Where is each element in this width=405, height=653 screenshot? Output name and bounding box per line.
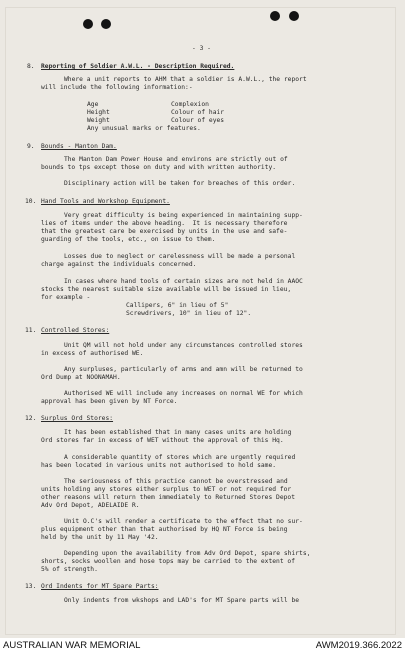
paragraph-line: charge against the individuals concerned.: [41, 261, 197, 268]
section-number: 10.: [25, 198, 37, 205]
paragraph-line: Authorised WE will include any increases on normal WE for which: [64, 390, 303, 397]
paragraph-line: stocks the nearest suitable size available will be issued in lieu,: [41, 286, 292, 293]
section-number: 11.: [25, 327, 37, 334]
list-item: Colour of eyes: [171, 117, 225, 124]
section-heading: Bounds - Manton Dam.: [41, 143, 117, 150]
list-item: Weight: [87, 117, 110, 124]
list-item: Height: [87, 109, 110, 116]
paragraph-line: Adv Ord Depot, ADELAIDE R.: [41, 502, 140, 509]
paragraph-line: Unit QM will not hold under any circumstances controlled stores: [64, 342, 303, 349]
paragraph-line: will include the following information:-: [41, 84, 193, 91]
list-item: Complexion: [171, 101, 209, 108]
paragraph-line: Depending upon the availability from Adv Ord Depot, spare shirts,: [64, 550, 311, 557]
paragraph-line: lies of items under the above heading. It is necessary therefore: [41, 220, 288, 227]
paragraph-line: that the greatest care be exercised by units in the use and safe-: [41, 228, 288, 235]
paragraph-line: The Manton Dam Power House and environs are strictly out of: [64, 156, 288, 163]
paragraph-line: held by the unit by 11 May '42.: [41, 534, 159, 541]
paragraph-line: Very great difficulty is being experienced in maintaining supp-: [64, 212, 303, 219]
paragraph-line: units holding any stores either surplus to WET or not required for: [41, 486, 292, 493]
paragraph-line: Losses due to neglect or carelessness will be made a personal: [64, 253, 296, 260]
section-heading: Hand Tools and Workshop Equipment.: [41, 198, 170, 205]
section-number: 8.: [27, 63, 35, 70]
paragraph-line: in excess of authorised WE.: [41, 350, 144, 357]
paragraph-line: The seriousness of this practice cannot be overstressed and: [64, 478, 288, 485]
paragraph-line: other reasons will return them immediately to Returned Stores Depot: [41, 494, 296, 501]
paragraph-line: approval has been given by NT Force.: [41, 398, 178, 405]
archive-name: AUSTRALIAN WAR MEMORIAL: [3, 640, 141, 651]
catalogue-number: AWM2019.366.2022: [315, 640, 402, 651]
section-number: 12.: [25, 415, 37, 422]
paragraph-line: Where a unit reports to AHM that a soldier is A.W.L., the report: [64, 76, 307, 83]
paragraph-line: Any surpluses, particularly of arms and amn will be returned to: [64, 366, 303, 373]
paragraph-line: A considerable quantity of stores which are urgently required: [64, 454, 296, 461]
paragraph-line: for example -: [41, 294, 91, 301]
paragraph-line: 5% of strength.: [41, 566, 98, 573]
paragraph-line: bounds to tps except those on duty and with written authority.: [41, 164, 277, 171]
example-line: Callipers, 6" in lieu of 5": [126, 302, 229, 309]
page-number: - 3 -: [192, 45, 211, 52]
section-heading: Controlled Stores:: [41, 327, 110, 334]
paragraph-line: guarding of the tools, etc., on issue to them.: [41, 236, 216, 243]
paragraph-line: Disciplinary action will be taken for breaches of this order.: [64, 180, 296, 187]
section-heading: Surplus Ord Stores:: [41, 415, 114, 422]
paragraph-line: Ord Dump at NOONAMAH.: [41, 374, 121, 381]
paragraph-line: Unit O.C's will render a certificate to the effect that no sur-: [64, 518, 303, 525]
list-item: Colour of hair: [171, 109, 225, 116]
document-page: [5, 7, 396, 635]
section-heading: Reporting of Soldier A.W.L. - Description Required.: [41, 63, 235, 70]
section-heading: Ord Indents for MT Spare Parts:: [41, 583, 159, 590]
paragraph-line: shorts, socks woollen and hose tops may be carried to the extent of: [41, 558, 296, 565]
archive-caption-bar: [0, 638, 405, 653]
paragraph-line: Ord stores far in excess of WET without the approval of this Hq.: [41, 437, 284, 444]
section-number: 13.: [25, 583, 37, 590]
paragraph-line: In cases where hand tools of certain sizes are not held in AAOC: [64, 278, 303, 285]
section-number: 9.: [27, 143, 35, 150]
example-line: Screwdrivers, 10" in lieu of 12".: [126, 310, 252, 317]
list-item: Age: [87, 101, 99, 108]
paragraph-line: has been located in various units not authorised to hold same.: [41, 462, 277, 469]
paragraph-line: Only indents from wkshops and LAD's for MT Spare parts will be: [64, 597, 300, 604]
list-item: Any unusual marks or features.: [87, 125, 201, 132]
document-text: [5, 7, 396, 635]
paragraph-line: plus equipment other than that authorised by HQ NT Force is being: [41, 526, 288, 533]
paragraph-line: It has been established that in many cases units are holding: [64, 429, 292, 436]
